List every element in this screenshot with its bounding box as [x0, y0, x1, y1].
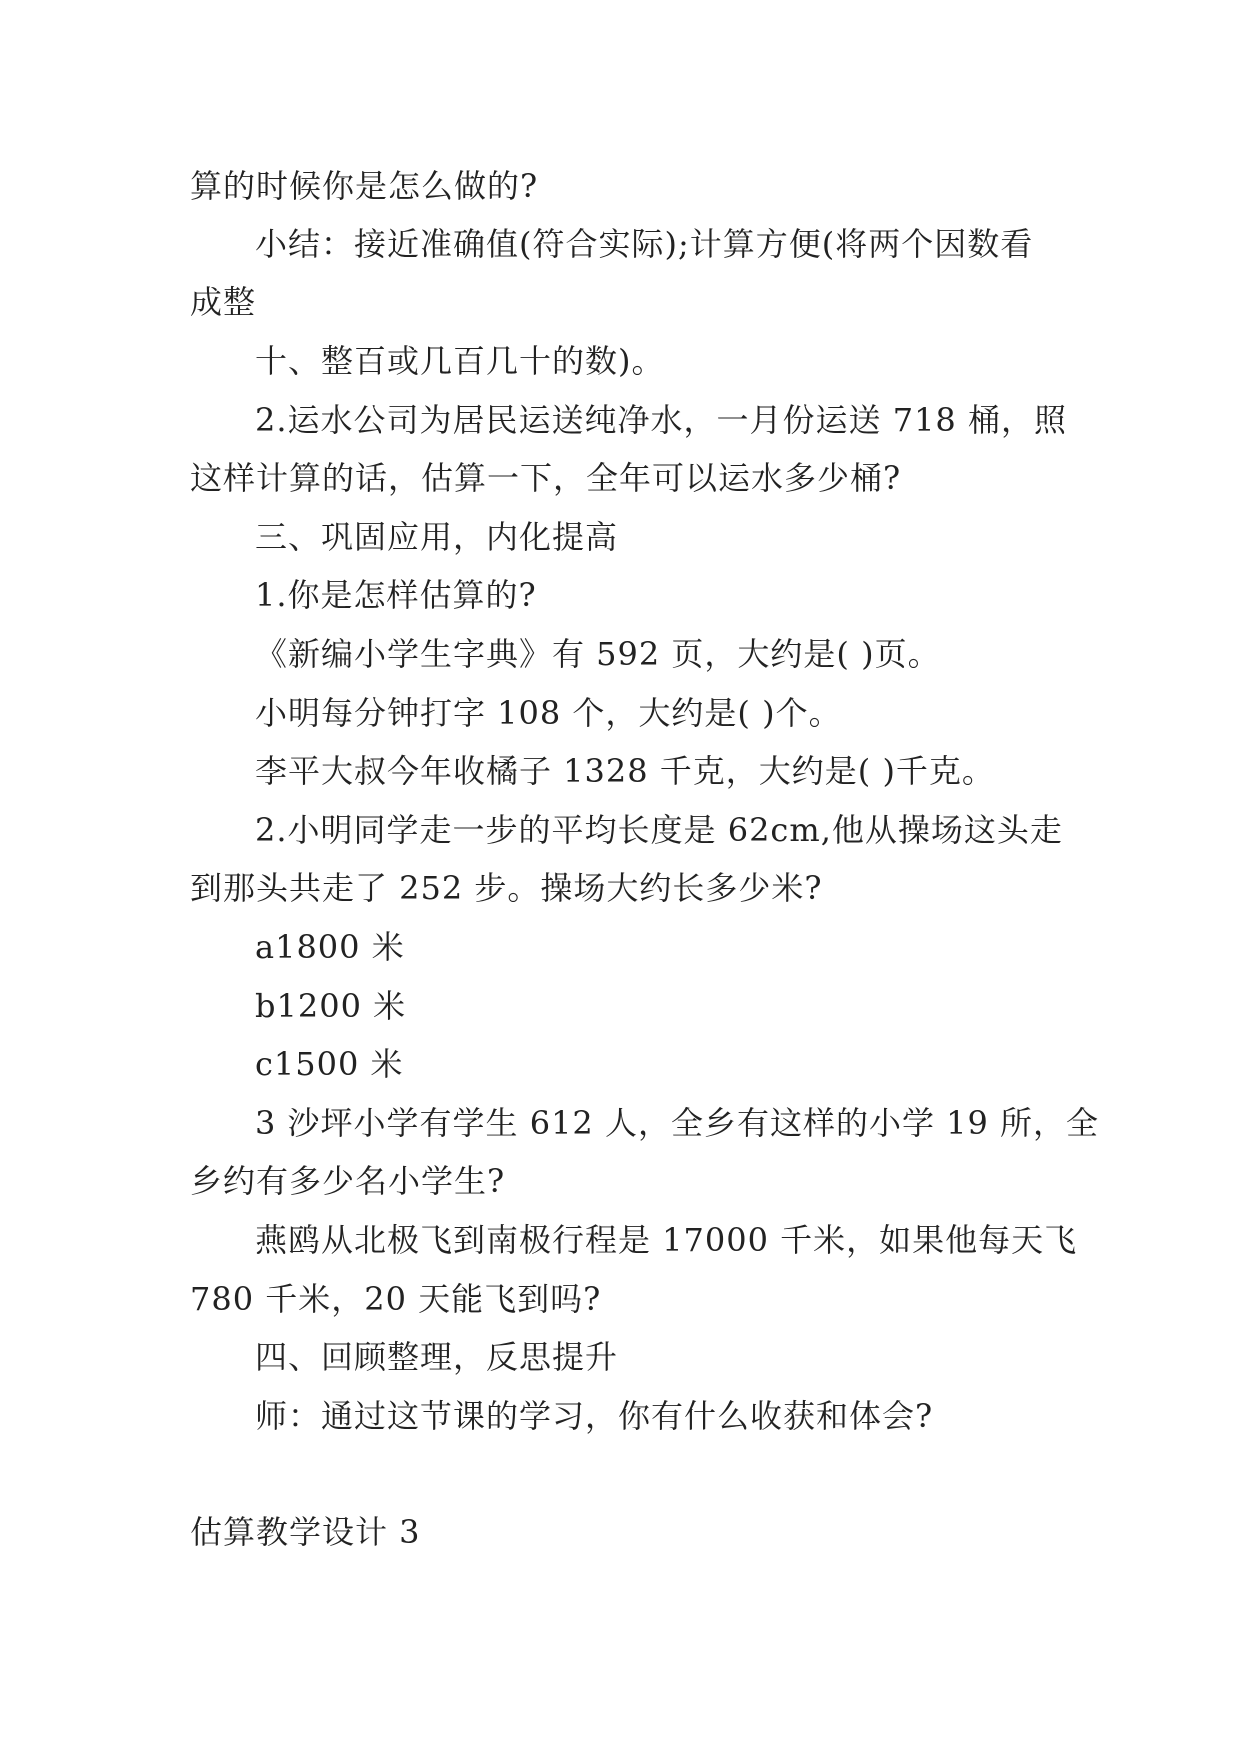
option-b: b1200 米 — [255, 987, 407, 1025]
text-line: 李平大叔今年收橘子 1328 千克，大约是( )千克。 — [255, 752, 995, 790]
text-line: 算的时候你是怎么做的? — [190, 167, 539, 205]
text-line: 780 千米，20 天能飞到吗? — [190, 1280, 602, 1318]
text-line: 燕鸥从北极飞到南极行程是 17000 千米，如果他每天飞 — [255, 1221, 1078, 1259]
text-line: 小结：接近准确值(符合实际);计算方便(将两个因数看 — [255, 225, 1034, 263]
option-c: c1500 米 — [255, 1045, 404, 1083]
text-line: 到那头共走了 252 步。操场大约长多少米? — [190, 869, 823, 907]
text-line: 这样计算的话，估算一下，全年可以运水多少桶? — [190, 459, 902, 497]
text-line: 1.你是怎样估算的? — [255, 576, 537, 614]
text-line: 师：通过这节课的学习，你有什么收获和体会? — [255, 1397, 934, 1435]
section-heading: 三、巩固应用，内化提高 — [255, 518, 619, 556]
text-line: 成整 — [190, 283, 257, 321]
text-line: 十、整百或几百几十的数)。 — [255, 342, 665, 380]
text-line: 《新编小学生字典》有 592 页，大约是( )页。 — [255, 635, 941, 673]
text-line: 2.运水公司为居民运送纯净水，一月份运送 718 桶，照 — [255, 401, 1067, 439]
section-heading: 四、回顾整理，反思提升 — [255, 1338, 619, 1376]
text-line: 小明每分钟打字 108 个，大约是( )个。 — [255, 694, 842, 732]
option-a: a1800 米 — [255, 928, 405, 966]
text-line: 3 沙坪小学有学生 612 人，全乡有这样的小学 19 所，全 — [255, 1104, 1100, 1142]
text-line: 2.小明同学走一步的平均长度是 62cm,他从操场这头走 — [255, 811, 1063, 849]
text-line: 乡约有多少名小学生? — [190, 1162, 506, 1200]
section-title: 估算教学设计 3 — [190, 1513, 421, 1551]
